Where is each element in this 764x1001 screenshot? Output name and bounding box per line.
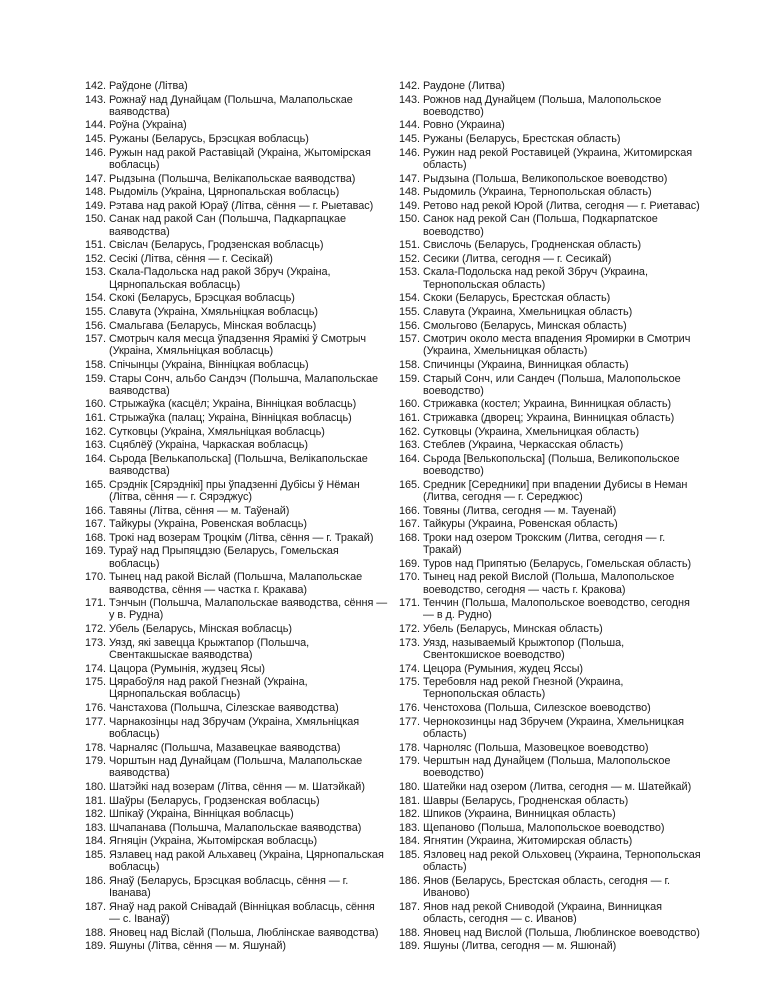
item-text: Скала-Подольска над рекой Збруч (Украина, Тернопольская область)	[423, 266, 648, 291]
item-number: 172.	[399, 623, 420, 636]
item-text: Убель (Беларусь, Минская область)	[423, 623, 603, 636]
list-item	[83, 173, 388, 185]
list-item	[397, 398, 702, 410]
list-item	[83, 755, 388, 780]
list-item	[83, 200, 388, 212]
item-text: Рэтава над ракой Юраў (Літва, сёння — г. Рыетавас)	[109, 199, 374, 212]
item-text: Туров над Припятью (Беларусь, Гомельская область)	[423, 557, 692, 570]
item-number: 189.	[85, 940, 106, 953]
item-number: 150.	[399, 213, 420, 226]
item-text: Янов над рекой Сниводой (Украина, Винницкая область, сегодня — с. Иванов)	[423, 900, 662, 926]
item-number: 150.	[85, 213, 106, 226]
item-number: 142.	[399, 80, 420, 92]
item-number: 159.	[85, 372, 106, 385]
item-number: 143.	[399, 93, 420, 106]
list-item	[83, 426, 388, 438]
item-text: Смольгово (Беларусь, Минская область)	[423, 319, 627, 332]
list-item	[83, 518, 388, 530]
list-item	[83, 213, 388, 238]
list-item	[83, 253, 388, 265]
list-item	[83, 532, 388, 544]
item-number: 166.	[399, 504, 420, 517]
list-item	[397, 320, 702, 332]
item-text: Санок над рекой Сан (Польша, Подкарпатское воеводство)	[423, 213, 658, 238]
item-text: Уязд, які завецца Крыжтапор (Польшча, Свентакшыскае ваяводства)	[109, 636, 310, 661]
item-text: Чарноляс (Польша, Мазовецкое воеводство)	[423, 741, 649, 754]
item-text: Смальгава (Беларусь, Мінская вобласць)	[109, 319, 317, 332]
list-item	[397, 426, 702, 438]
item-text: Спічынцы (Украіна, Вінніцкая вобласць)	[109, 358, 309, 371]
item-text: Тайкуры (Украина, Ровенская область)	[423, 518, 618, 531]
list-item	[397, 795, 702, 807]
item-number: 160.	[399, 398, 420, 411]
item-number: 148.	[85, 186, 106, 199]
item-text: Рыдомиль (Украина, Тернопольская область)	[423, 186, 652, 199]
item-number: 177.	[85, 715, 106, 728]
list-item	[397, 901, 702, 926]
list-item	[397, 702, 702, 714]
list-item	[397, 755, 702, 780]
item-number: 154.	[85, 292, 106, 305]
item-text: Рожнаў над Дунайцам (Польшча, Малапольскае ваяводства)	[109, 93, 353, 118]
item-number: 175.	[85, 676, 106, 689]
list-item	[397, 373, 702, 398]
item-text: Чанстахова (Польшча, Сілезскае ваяводства)	[109, 702, 339, 715]
item-number: 171.	[399, 597, 420, 610]
russian-list-column	[397, 80, 702, 953]
item-text: Шатэйкі над возерам (Літва, сёння — м. Шатэйкай)	[109, 781, 365, 794]
item-text: Сцяблёў (Украіна, Чаркаская вобласць)	[109, 439, 308, 452]
item-number: 170.	[85, 571, 106, 584]
item-text: Свіслач (Беларусь, Гродзенская вобласць)	[109, 239, 324, 252]
item-number: 169.	[85, 545, 106, 558]
list-item	[397, 822, 702, 834]
item-text: Тенчин (Польша, Малопольское воеводство, сегодня — в д. Рудно)	[423, 597, 690, 622]
item-number: 153.	[399, 266, 420, 279]
item-text: Ружаны (Беларусь, Брестская область)	[423, 133, 621, 146]
item-text: Чарналяс (Польшча, Мазавецкае ваяводства)	[109, 741, 341, 754]
item-number: 160.	[85, 398, 106, 411]
item-number: 173.	[85, 636, 106, 649]
list-item	[397, 927, 702, 939]
item-number: 181.	[399, 794, 420, 807]
item-text: Уязд, называемый Крыжтопор (Польша, Свентокшиское воеводство)	[423, 636, 625, 661]
list-item	[83, 940, 388, 952]
item-text: Яшуны (Литва, сегодня — м. Яшюнай)	[423, 940, 617, 953]
list-item	[397, 439, 702, 451]
item-text: Тайкуры (Украіна, Ровенская вобласць)	[109, 518, 307, 531]
item-number: 163.	[399, 439, 420, 452]
list-item	[83, 505, 388, 517]
item-text: Славута (Украіна, Хмяльніцкая вобласць)	[109, 305, 318, 318]
item-number: 172.	[85, 623, 106, 636]
item-number: 158.	[85, 358, 106, 371]
item-number: 147.	[399, 172, 420, 185]
item-text: Янов (Беларусь, Брестская область, сегодня — г. Иваново)	[423, 874, 671, 900]
list-item	[83, 637, 388, 662]
item-number: 166.	[85, 504, 106, 517]
item-number: 182.	[85, 808, 106, 821]
item-number: 188.	[85, 926, 106, 939]
item-text: Ретово над рекой Юрой (Литва, сегодня — г. Риетавас)	[423, 199, 700, 212]
item-text: Ружаны (Беларусь, Брэсцкая вобласць)	[109, 133, 309, 146]
list-item	[83, 306, 388, 318]
item-text: Тэнчын (Польшча, Малапольскае ваяводства, сёння — у в. Рудна)	[109, 597, 388, 622]
item-text: Стрыжаўка (палац; Украіна, Вінніцкая вобласць)	[109, 412, 352, 425]
item-number: 164.	[399, 452, 420, 465]
item-text: Язловец над рекой Ольховец (Украина, Тернопольская область)	[423, 848, 701, 874]
item-number: 157.	[85, 333, 106, 346]
item-number: 184.	[399, 835, 420, 848]
item-number: 176.	[85, 702, 106, 715]
item-text: Скоки (Беларусь, Брестская область)	[423, 292, 611, 305]
list-item	[397, 532, 702, 557]
item-text: Скала-Падольска над ракой Збруч (Украіна, Цярнопальская вобласць)	[109, 266, 331, 291]
item-number: 148.	[399, 186, 420, 199]
item-text: Стрыжаўка (касцёл; Украіна, Вінніцкая вобласць)	[109, 398, 357, 411]
item-number: 163.	[85, 439, 106, 452]
list-item	[83, 412, 388, 424]
item-number: 157.	[399, 333, 420, 346]
item-text: Яновец над Вислой (Польша, Люблинское воеводство)	[423, 926, 700, 939]
item-number: 176.	[399, 702, 420, 715]
item-text: Рыдзына (Польша, Великопольское воеводство)	[423, 172, 668, 185]
item-number: 174.	[85, 662, 106, 675]
item-text: Убель (Беларусь, Мінская вобласць)	[109, 623, 292, 636]
item-number: 187.	[85, 900, 106, 913]
item-number: 142.	[85, 80, 106, 92]
item-number: 178.	[85, 741, 106, 754]
item-number: 149.	[399, 199, 420, 212]
list-item	[397, 94, 702, 119]
item-number: 147.	[85, 172, 106, 185]
item-text: Ружын над ракой Раставіцай (Украіна, Жытомірская вобласць)	[109, 146, 371, 171]
item-text: Шчапанава (Польшча, Малапольскае ваяводства)	[109, 821, 362, 834]
item-text: Тураў над Прыпяцдзю (Беларусь, Гомельская вобласць)	[109, 545, 339, 570]
list-item	[397, 623, 702, 635]
list-item	[83, 571, 388, 596]
list-item	[83, 795, 388, 807]
item-number: 155.	[399, 305, 420, 318]
list-item	[397, 213, 702, 238]
item-text: Яновец над Віслай (Польша, Люблінскае ваяводства)	[109, 926, 379, 939]
item-text: Тынец над рекой Вислой (Польша, Малопольское воеводство, сегодня — часть г. Кракова)	[423, 571, 675, 596]
list-item	[397, 80, 702, 92]
list-item	[83, 716, 388, 741]
item-number: 181.	[85, 794, 106, 807]
list-item	[83, 702, 388, 714]
item-text: Цярабоўля над ракой Гнезнай (Украіна, Цярнопальская вобласць)	[109, 676, 308, 701]
list-item	[83, 623, 388, 635]
list-item	[83, 663, 388, 675]
item-number: 173.	[399, 636, 420, 649]
item-text: Черштын над Дунайцем (Польша, Малопольское воеводство)	[423, 755, 671, 780]
item-number: 170.	[399, 571, 420, 584]
item-text: Яшуны (Літва, сёння — м. Яшунай)	[109, 940, 287, 953]
item-number: 161.	[399, 412, 420, 425]
list-item	[397, 597, 702, 622]
list-item	[83, 597, 388, 622]
item-text: Смотрыч каля месца ўпадзення Ярамікі ў Смотрыч (Украіна, Хмяльніцкая вобласць)	[109, 333, 367, 358]
item-text: Раудоне (Литва)	[423, 80, 505, 92]
list-item	[397, 676, 702, 701]
item-number: 146.	[85, 146, 106, 159]
item-text: Сьрода [Велькопольска] (Польша, Великопольское воеводство)	[423, 452, 680, 478]
item-number: 169.	[399, 557, 420, 570]
item-number: 180.	[399, 781, 420, 794]
list-item	[83, 186, 388, 198]
item-text: Ружин над рекой Роставицей (Украина, Житомирская область)	[423, 146, 693, 171]
list-item	[397, 479, 702, 504]
list-item	[397, 637, 702, 662]
item-text: Ровно (Украина)	[423, 119, 505, 132]
item-text: Смотрич около места впадения Яромирки в Смотрич (Украина, Хмельницкая область)	[423, 333, 691, 358]
item-number: 162.	[85, 425, 106, 438]
list-item	[397, 716, 702, 741]
item-text: Товяны (Литва, сегодня — м. Тауенай)	[423, 504, 617, 517]
list-item	[397, 200, 702, 212]
item-number: 168.	[399, 531, 420, 544]
list-item	[83, 398, 388, 410]
list-item	[397, 412, 702, 424]
item-number: 165.	[399, 478, 420, 491]
list-item	[83, 373, 388, 398]
list-item	[397, 253, 702, 265]
item-text: Шпікаў (Украіна, Вінніцкая вобласць)	[109, 808, 294, 821]
item-number: 151.	[399, 239, 420, 252]
list-item	[83, 147, 388, 172]
list-item	[397, 940, 702, 952]
item-number: 158.	[399, 358, 420, 371]
item-number: 165.	[85, 478, 106, 491]
item-number: 185.	[399, 848, 420, 861]
list-item	[83, 119, 388, 131]
list-item	[83, 320, 388, 332]
item-text: Скокі (Беларусь, Брэсцкая вобласць)	[109, 292, 295, 305]
list-item	[397, 742, 702, 754]
list-item	[83, 742, 388, 754]
list-item	[397, 333, 702, 358]
list-item	[83, 822, 388, 834]
item-number: 184.	[85, 835, 106, 848]
item-number: 182.	[399, 808, 420, 821]
list-item	[397, 147, 702, 172]
item-text: Сутковцы (Украина, Хмельницкая область)	[423, 425, 640, 438]
item-number: 167.	[399, 518, 420, 531]
list-item	[397, 571, 702, 596]
list-item	[397, 505, 702, 517]
item-text: Сутковцы (Украіна, Хмяльніцкая вобласць)	[109, 425, 325, 438]
list-item	[83, 333, 388, 358]
list-item	[397, 453, 702, 478]
item-number: 161.	[85, 412, 106, 425]
item-number: 188.	[399, 926, 420, 939]
item-number: 144.	[85, 119, 106, 132]
list-item	[83, 835, 388, 847]
item-text: Сесики (Литва, сегодня — г. Сесикай)	[423, 252, 612, 265]
item-number: 143.	[85, 93, 106, 106]
item-text: Славута (Украина, Хмельницкая область)	[423, 305, 633, 318]
list-item	[83, 849, 388, 874]
item-text: Стрижавка (дворец; Украина, Винницкая область)	[423, 412, 675, 425]
list-item	[83, 292, 388, 304]
item-number: 186.	[85, 874, 106, 887]
item-text: Стеблев (Украина, Черкасская область)	[423, 439, 624, 452]
item-number: 171.	[85, 597, 106, 610]
item-text: Шавры (Беларусь, Гродненская область)	[423, 794, 629, 807]
item-number: 183.	[85, 821, 106, 834]
item-text: Цецора (Румыния, жудец Яссы)	[423, 662, 583, 675]
item-number: 179.	[85, 755, 106, 768]
list-item	[397, 239, 702, 251]
item-text: Стары Сонч, альбо Сандэч (Польшча, Малапольскае ваяводства)	[109, 372, 378, 397]
item-number: 153.	[85, 266, 106, 279]
item-number: 145.	[399, 133, 420, 146]
list-item	[397, 359, 702, 371]
item-number: 180.	[85, 781, 106, 794]
item-number: 154.	[399, 292, 420, 305]
list-item	[83, 94, 388, 119]
list-item	[83, 479, 388, 504]
belarusian-list-column	[83, 80, 388, 953]
item-number: 145.	[85, 133, 106, 146]
list-item	[83, 133, 388, 145]
item-number: 167.	[85, 518, 106, 531]
list-item	[397, 292, 702, 304]
item-text: Чорштын над Дунайцам (Польшча, Малапольскае ваяводства)	[109, 755, 363, 780]
item-number: 178.	[399, 741, 420, 754]
item-text: Янаў над ракой Снівадай (Вінніцкая вобласць, сёння — с. Іванаў)	[109, 900, 375, 926]
item-text: Старый Сонч, или Сандеч (Польша, Малопольское воеводство)	[423, 372, 681, 397]
item-text: Щепаново (Польша, Малопольское воеводство)	[423, 821, 665, 834]
item-text: Ченстохова (Польша, Силезское воеводство)	[423, 702, 651, 715]
list-item	[83, 781, 388, 793]
list-item	[397, 835, 702, 847]
item-text: Янаў (Беларусь, Брэсцкая вобласць, сёння — г. Іванава)	[109, 874, 349, 900]
list-item	[397, 306, 702, 318]
list-item	[397, 781, 702, 793]
item-number: 187.	[399, 900, 420, 913]
list-item	[397, 849, 702, 874]
item-text: Рожнов над Дунайцем (Польша, Малопольское воеводство)	[423, 93, 662, 118]
item-text: Рыдоміль (Украіна, Цярнопальская вобласць)	[109, 186, 340, 199]
item-number: 179.	[399, 755, 420, 768]
item-number: 164.	[85, 452, 106, 465]
item-number: 152.	[85, 252, 106, 265]
list-item	[397, 133, 702, 145]
item-number: 144.	[399, 119, 420, 132]
item-text: Санак над ракой Сан (Польшча, Падкарпацкае ваяводства)	[109, 213, 346, 238]
list-item	[83, 359, 388, 371]
item-text: Шатейки над озером (Литва, сегодня — м. Шатейкай)	[423, 781, 692, 794]
list-item	[397, 266, 702, 291]
item-text: Спичинцы (Украина, Винницкая область)	[423, 358, 629, 371]
item-text: Троки над озером Трокским (Литва, сегодня — г. Тракай)	[423, 531, 666, 557]
item-text: Срэднік [Сярэднікі] пры ўпадзенні Дубісы ў Нёман (Літва, сёння — г. Сярэджус)	[109, 478, 360, 504]
item-text: Чернокозинцы над Збручем (Украина, Хмельницкая область)	[423, 715, 684, 740]
item-text: Роўна (Украіна)	[109, 119, 187, 132]
item-number: 149.	[85, 199, 106, 212]
item-number: 189.	[399, 940, 420, 953]
list-item	[83, 80, 388, 92]
item-text: Сесікі (Літва, сёння — г. Сесікай)	[109, 252, 273, 265]
item-text: Ягняцін (Украіна, Жытомірская вобласць)	[109, 835, 318, 848]
list-item	[397, 119, 702, 131]
list-item	[83, 901, 388, 926]
item-text: Тавяны (Літва, сёння — м. Таўенай)	[109, 504, 290, 517]
list-item	[83, 676, 388, 701]
item-number: 152.	[399, 252, 420, 265]
item-text: Рыдзына (Польшча, Велікапольскае ваяводства)	[109, 172, 356, 185]
list-item	[83, 927, 388, 939]
list-item	[397, 518, 702, 530]
item-number: 168.	[85, 531, 106, 544]
list-item	[397, 173, 702, 185]
list-item	[83, 266, 388, 291]
item-number: 162.	[399, 425, 420, 438]
item-number: 146.	[399, 146, 420, 159]
item-text: Шпиков (Украина, Винницкая область)	[423, 808, 616, 821]
item-text: Цацора (Румынія, жудзец Ясы)	[109, 662, 265, 675]
list-item	[83, 239, 388, 251]
item-number: 151.	[85, 239, 106, 252]
list-item	[397, 558, 702, 570]
list-item	[397, 186, 702, 198]
item-number: 159.	[399, 372, 420, 385]
item-number: 185.	[85, 848, 106, 861]
list-item	[83, 875, 388, 900]
item-text: Стрижавка (костел; Украина, Винницкая область)	[423, 398, 672, 411]
item-number: 174.	[399, 662, 420, 675]
item-number: 183.	[399, 821, 420, 834]
list-item	[397, 875, 702, 900]
item-text: Трокі над возерам Троцкім (Літва, сёння — г. Тракай)	[109, 531, 374, 544]
list-item	[397, 808, 702, 820]
item-text: Тынец над ракой Віслай (Польшча, Малапольскае ваяводства, сёння — частка г. Кракава)	[109, 571, 363, 596]
item-number: 175.	[399, 676, 420, 689]
list-item	[83, 545, 388, 570]
item-text: Шаўры (Беларусь, Гродзенская вобласць)	[109, 794, 320, 807]
list-item	[83, 453, 388, 478]
item-text: Теребовля над рекой Гнезной (Украина, Тернопольская область)	[423, 676, 624, 701]
item-text: Ягнятин (Украина, Житомирская область)	[423, 835, 633, 848]
item-number: 186.	[399, 874, 420, 887]
list-item	[397, 663, 702, 675]
list-item	[83, 439, 388, 451]
item-text: Свислочь (Беларусь, Гродненская область)	[423, 239, 642, 252]
item-number: 177.	[399, 715, 420, 728]
list-item	[83, 808, 388, 820]
item-text: Сьрода [Велькапольска] (Польшча, Велікапольскае ваяводства)	[109, 452, 368, 478]
item-number: 155.	[85, 305, 106, 318]
item-text: Раўдоне (Літва)	[109, 80, 188, 92]
item-text: Язлавец над ракой Альхавец (Украіна, Цярнопальская вобласць)	[109, 848, 384, 874]
item-text: Средник [Середники] при впадении Дубисы в Неман (Литва, сегодня — г. Середжюс)	[423, 478, 688, 504]
item-text: Чарнакозінцы над Збручам (Украіна, Хмяльніцкая вобласць)	[109, 715, 360, 740]
item-number: 156.	[85, 319, 106, 332]
item-number: 156.	[399, 319, 420, 332]
